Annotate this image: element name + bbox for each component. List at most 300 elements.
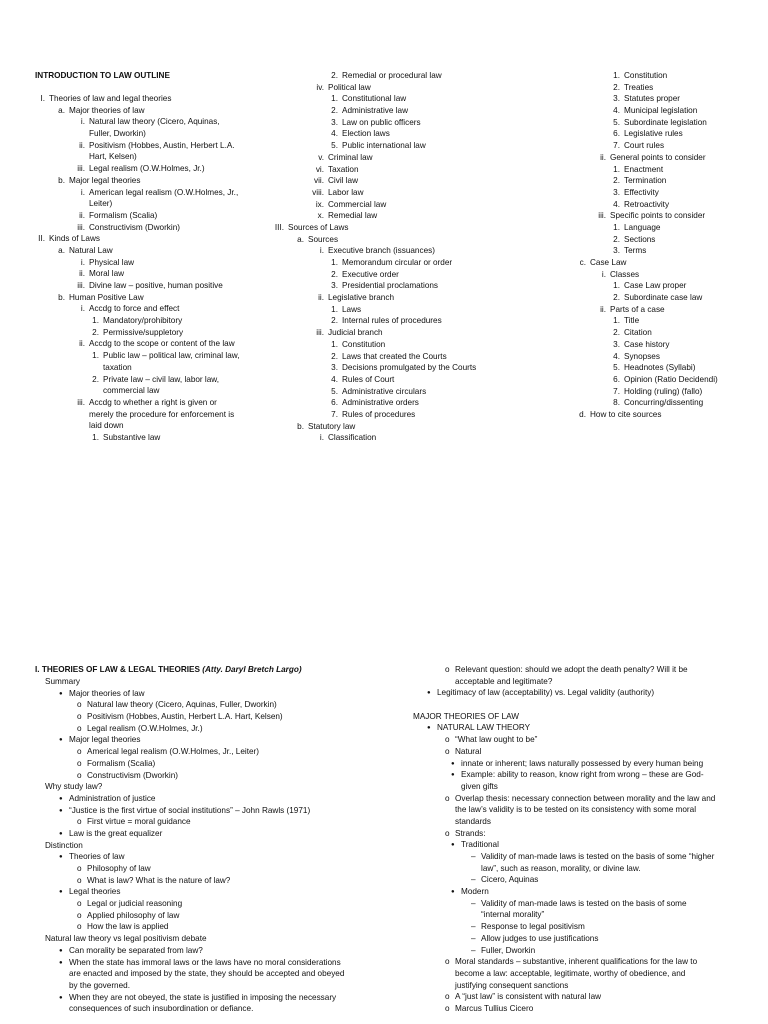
notes-text: Traditional	[461, 840, 499, 850]
bullet-circle-icon: o	[77, 875, 82, 885]
outline-item	[520, 187, 750, 199]
outline-item	[520, 70, 750, 82]
notes-line	[403, 980, 748, 992]
outline-item	[272, 210, 507, 222]
bullet-dot-icon: ●	[59, 959, 63, 966]
outline-item	[35, 140, 260, 152]
outline-text: Administrative law	[342, 106, 408, 116]
notes-text: Allow judges to use justifications	[481, 933, 599, 943]
outline-text: Presidential proclamations	[342, 281, 439, 291]
outline-text: Case history	[624, 339, 670, 349]
notes-line	[403, 816, 748, 828]
notes-text: Distinction	[45, 840, 83, 850]
notes-line	[403, 734, 748, 746]
notes-line	[35, 723, 380, 735]
outline-marker: d.	[579, 409, 586, 419]
outline-item	[520, 128, 750, 140]
outline-item	[520, 93, 750, 105]
outline-text: Judicial branch	[328, 328, 383, 338]
outline-marker: 3.	[331, 363, 338, 373]
outline-marker: 2.	[331, 106, 338, 116]
outline-item	[272, 128, 507, 140]
outline-text: Case Law	[590, 258, 627, 267]
outline-marker: 3.	[613, 94, 620, 104]
notes-text: Legal realism (O.W.Holmes, Jr.)	[87, 723, 203, 733]
outline-column-3	[520, 70, 750, 421]
outline-marker: 1.	[331, 94, 338, 104]
notes-text: Summary	[45, 677, 81, 686]
outline-item	[272, 374, 507, 386]
bullet-dash-icon: –	[471, 945, 476, 955]
bullet-circle-icon: o	[77, 723, 82, 733]
outline-item	[272, 362, 507, 374]
outline-marker: 4.	[331, 374, 338, 384]
outline-text: Concurring/dissenting	[624, 398, 704, 408]
bullet-dot-icon: ●	[59, 795, 63, 802]
outline-text: Constitution	[624, 71, 668, 80]
notes-text: the law’s validity is to be tested on its consistency with some moral	[455, 805, 697, 815]
outline-marker: ii.	[79, 140, 85, 150]
outline-text: Accdg to force and effect	[89, 304, 180, 314]
notes-text: given gifts	[461, 781, 498, 791]
outline-item	[520, 234, 750, 246]
notes-text: innate or inherent; laws naturally possessed by every human being	[461, 758, 704, 768]
outline-text: Executive order	[342, 269, 399, 279]
outline-text: Positivism (Hobbes, Austin, Herbert L.A.	[89, 140, 235, 150]
bullet-dot-icon: ●	[59, 830, 63, 837]
outline-item	[35, 303, 260, 315]
outline-marker: 6.	[331, 398, 338, 408]
outline-item	[272, 397, 507, 409]
outline-text: Specific points to consider	[610, 211, 706, 221]
notes-text: Moral standards – substantive, inherent qualifications for the law to	[455, 957, 698, 967]
bullet-circle-icon: o	[445, 1003, 450, 1013]
outline-item	[272, 93, 507, 105]
outline-text: Court rules	[624, 141, 665, 151]
outline-text: Executive branch (issuances)	[328, 246, 435, 256]
outline-item	[272, 292, 507, 304]
notes-text: How the law is applied	[87, 922, 169, 932]
outline-marker: 2.	[92, 374, 99, 384]
outline-text: Sources of Laws	[288, 222, 349, 232]
outline-marker: ii.	[79, 210, 85, 220]
outline-item	[272, 304, 507, 316]
notes-text: MAJOR THEORIES OF LAW	[413, 711, 519, 721]
notes-line	[403, 921, 748, 933]
outline-item	[520, 339, 750, 351]
outline-item	[35, 105, 260, 117]
outline-item	[35, 338, 260, 350]
outline-item	[35, 432, 260, 444]
notes-line	[35, 676, 380, 688]
outline-title: INTRODUCTION TO LAW OUTLINE	[35, 71, 170, 80]
outline-text: Substantive law	[103, 432, 161, 442]
notes-line	[403, 839, 748, 851]
notes-text: Major theories of law	[69, 688, 145, 698]
bullet-dash-icon: –	[471, 898, 476, 908]
notes-line	[403, 781, 748, 793]
outline-marker: ii.	[318, 293, 324, 303]
outline-item	[272, 105, 507, 117]
outline-item	[520, 105, 750, 117]
notes-line	[35, 863, 380, 875]
notes-text: Constructivism (Dworkin)	[87, 770, 178, 780]
notes-line	[403, 991, 748, 1003]
notes-line	[403, 769, 748, 781]
outline-text: Citation	[624, 328, 652, 338]
outline-text: Moral law	[89, 269, 125, 279]
outline-marker: vii.	[313, 176, 324, 186]
outline-text: Terms	[624, 246, 647, 256]
bullet-dot-icon: ●	[59, 994, 63, 1001]
notes-line	[35, 898, 380, 910]
outline-marker: iii.	[77, 281, 85, 290]
notes-text: What is law? What is the nature of law?	[87, 875, 231, 885]
outline-text: Enactment	[624, 164, 664, 174]
outline-text: Civil law	[328, 176, 359, 186]
outline-item	[520, 152, 750, 164]
outline-item	[272, 222, 507, 234]
outline-text: Termination	[624, 176, 667, 186]
notes-text: Major legal theories	[69, 735, 141, 745]
notes-line	[35, 992, 380, 1004]
outline-text: Formalism (Scalia)	[89, 210, 158, 220]
outline-text: Labor law	[328, 187, 364, 197]
outline-marker: 2.	[331, 351, 338, 361]
notes-line	[403, 898, 748, 910]
outline-marker: ix.	[315, 199, 324, 209]
notes-text: Applied philosophy of law	[87, 910, 180, 920]
outline-text: Constitutional law	[342, 94, 407, 104]
notes-line	[403, 758, 748, 770]
outline-item	[35, 210, 260, 222]
outline-item	[35, 128, 260, 140]
outline-item	[272, 421, 507, 433]
outline-marker: 5.	[331, 141, 338, 151]
notes-text: are enacted and imposed by the state, they should be accepted and obeyed	[69, 969, 345, 979]
outline-text: Constitution	[342, 339, 386, 349]
outline-marker: 4.	[613, 199, 620, 209]
outline-item	[520, 164, 750, 176]
outline-item	[272, 164, 507, 176]
bullet-circle-icon: o	[77, 864, 82, 873]
bullet-circle-icon: o	[77, 899, 82, 909]
outline-text: Headnotes (Syllabi)	[624, 363, 696, 373]
outline-item	[272, 351, 507, 363]
outline-marker: b.	[58, 175, 65, 185]
notes-line	[35, 933, 380, 945]
outline-marker: 2.	[613, 176, 620, 186]
outline-marker: I.	[40, 94, 45, 103]
outline-item	[272, 409, 507, 421]
bullet-circle-icon: o	[77, 712, 82, 722]
notes-line	[35, 875, 380, 887]
outline-text: commercial law	[103, 386, 160, 396]
outline-text: Commercial law	[328, 199, 387, 209]
outline-text: Parts of a case	[610, 304, 665, 314]
notes-line	[403, 699, 748, 711]
outline-text: Holding (ruling) (fallo)	[624, 386, 703, 396]
notes-text: Theories of law	[69, 852, 125, 862]
outline-marker: 3.	[613, 246, 620, 256]
outline-marker: a.	[58, 105, 65, 115]
outline-text: Natural law theory (Cicero, Aquinas,	[89, 117, 220, 127]
outline-item	[520, 351, 750, 363]
notes-line	[35, 828, 380, 840]
bullet-circle-icon: o	[445, 992, 450, 1002]
outline-item	[35, 222, 260, 234]
outline-item	[520, 117, 750, 129]
notes-line	[403, 956, 748, 968]
notes-text: Can morality be separated from law?	[69, 945, 203, 955]
notes-line	[35, 945, 380, 957]
notes-line	[403, 851, 748, 863]
outline-item	[520, 315, 750, 327]
notes-line	[35, 699, 380, 711]
notes-text: Why study law?	[45, 782, 103, 792]
outline-marker: x.	[317, 211, 324, 221]
outline-item	[272, 339, 507, 351]
outline-item	[520, 199, 750, 211]
outline-text: Fuller, Dworkin)	[89, 129, 146, 139]
outline-marker: a.	[58, 245, 65, 255]
notes-line	[35, 688, 380, 700]
outline-text: Effectivity	[624, 187, 659, 197]
outline-text: Municipal legislation	[624, 106, 698, 116]
outline-item	[272, 82, 507, 94]
outline-item	[520, 269, 750, 281]
outline-text: Political law	[328, 82, 371, 92]
notes-line	[403, 909, 748, 921]
outline-text: Classes	[610, 269, 640, 279]
bullet-dot-icon: ●	[59, 807, 63, 814]
outline-marker: 8.	[613, 398, 620, 408]
notes-line	[403, 687, 748, 699]
notes-text: Law is the great equalizer	[69, 828, 163, 838]
outline-item	[520, 175, 750, 187]
notes-line	[35, 805, 380, 817]
bullet-circle-icon: o	[77, 910, 82, 920]
notes-text: Validity of man-made laws is tested on the basis of some “higher	[481, 852, 715, 861]
outline-item	[35, 187, 260, 199]
outline-marker: 1.	[613, 316, 620, 326]
notes-line	[35, 711, 380, 723]
outline-item	[35, 198, 260, 210]
notes-text: Administration of justice	[69, 793, 156, 803]
outline-text: American legal realism (O.W.Holmes, Jr.,	[89, 187, 239, 197]
outline-text: Leiter)	[89, 199, 113, 209]
notes-text: Legal theories	[69, 887, 121, 897]
outline-item	[272, 199, 507, 211]
notes-line	[403, 676, 748, 688]
outline-marker: 3.	[613, 339, 620, 349]
outline-text: Treaties	[624, 82, 654, 92]
outline-marker: iii.	[77, 222, 85, 232]
outline-marker: i.	[601, 269, 606, 279]
outline-text: Natural Law	[69, 245, 113, 255]
outline-text: Private law – civil law, labor law,	[103, 374, 220, 384]
notes-line	[35, 886, 380, 898]
outline-text: Legislative branch	[328, 293, 394, 303]
outline-item	[35, 385, 260, 397]
notes-line	[35, 758, 380, 770]
outline-text: Rules of procedures	[342, 409, 416, 419]
notes-text: Americal legal realism (O.W.Holmes, Jr., Leiter)	[87, 747, 259, 757]
bullet-dot-icon: ●	[451, 772, 455, 779]
notes-line	[403, 874, 748, 886]
outline-marker: 1.	[331, 258, 338, 267]
bullet-circle-icon: o	[445, 793, 450, 803]
outline-marker: 2.	[613, 293, 620, 303]
outline-text: Public international law	[342, 141, 426, 151]
outline-text: Election laws	[342, 129, 390, 139]
outline-text: Law on public officers	[342, 117, 421, 127]
bullet-dot-icon: ●	[59, 889, 63, 896]
outline-item	[520, 292, 750, 304]
notes-text: “Justice is the first virtue of social institutions” – John Rawls (1971)	[69, 805, 311, 815]
notes-text: Positivism (Hobbes, Austin, Herbert L.A. Hart, Kelsen)	[87, 712, 283, 722]
notes-text: Modern	[461, 887, 489, 897]
bullet-dash-icon: –	[471, 922, 476, 932]
notes-line	[403, 828, 748, 840]
outline-text: Accdg to whether a right is given or	[89, 397, 217, 407]
notes-line	[35, 840, 380, 852]
notes-line	[35, 910, 380, 922]
bullet-dash-icon: –	[471, 875, 476, 885]
notes-line	[403, 886, 748, 898]
notes-line	[35, 746, 380, 758]
notes-text: First virtue = moral guidance	[87, 817, 191, 827]
outline-text: Statutes proper	[624, 94, 680, 104]
notes-line	[35, 921, 380, 933]
notes-text: “internal morality”	[481, 910, 545, 920]
outline-text: Subordinate case law	[624, 293, 703, 303]
bullet-circle-icon: o	[77, 747, 82, 757]
outline-marker: 1.	[613, 281, 620, 291]
outline-marker: 5.	[331, 386, 338, 396]
outline-item	[272, 234, 507, 246]
notes-line	[35, 851, 380, 863]
outline-item	[520, 409, 750, 421]
notes-line	[35, 781, 380, 793]
outline-marker: ii.	[600, 152, 606, 162]
outline-text: Major theories of law	[69, 105, 145, 115]
outline-item	[35, 151, 260, 163]
notes-text: Formalism (Scalia)	[87, 758, 156, 768]
notes-text: Legitimacy of law (acceptability) vs. Legal validity (authority)	[437, 688, 655, 698]
outline-text: Laws	[342, 304, 362, 314]
outline-marker: c.	[579, 258, 586, 267]
notes-text: Natural law theory vs legal positivism debate	[45, 934, 207, 944]
outline-text: Legislative rules	[624, 129, 683, 139]
notes-text: NATURAL LAW THEORY	[437, 723, 531, 733]
outline-marker: 3.	[331, 281, 338, 291]
outline-item	[272, 327, 507, 339]
outline-text: Kinds of Laws	[49, 234, 100, 244]
outline-text: Remedial or procedural law	[342, 71, 442, 80]
outline-text: Case Law proper	[624, 281, 687, 291]
notes-line	[35, 1003, 380, 1015]
outline-item	[35, 175, 260, 187]
bullet-circle-icon: o	[77, 922, 82, 932]
outline-marker: i.	[80, 257, 85, 267]
bullet-dash-icon: –	[471, 933, 476, 943]
notes-line	[35, 734, 380, 746]
outline-item	[520, 397, 750, 409]
outline-text: Language	[624, 222, 661, 232]
bullet-dot-icon: ●	[451, 760, 455, 767]
outline-text: Laws that created the Courts	[342, 351, 447, 361]
outline-text: How to cite sources	[590, 409, 662, 419]
outline-marker: 1.	[613, 222, 620, 232]
outline-item	[272, 117, 507, 129]
outline-text: laid down	[89, 421, 124, 431]
outline-text: Remedial law	[328, 211, 378, 221]
notes-heading-title: I. THEORIES OF LAW & LEGAL THEORIES	[35, 665, 203, 674]
outline-marker: 1.	[613, 71, 620, 80]
bullet-circle-icon: o	[77, 758, 82, 768]
outline-marker: i.	[319, 433, 324, 443]
notes-heading	[35, 664, 302, 676]
outline-marker: II.	[38, 234, 45, 244]
bullet-circle-icon: o	[445, 665, 450, 674]
bullet-circle-icon: o	[77, 770, 82, 780]
outline-item	[35, 374, 260, 386]
outline-text: Sections	[624, 234, 656, 244]
bullet-dot-icon: ●	[451, 842, 455, 849]
notes-text: When the state has immoral laws or the laws have no moral considerations	[69, 957, 341, 967]
outline-marker: 5.	[613, 363, 620, 373]
bullet-circle-icon: o	[445, 957, 450, 967]
outline-text: Statutory law	[308, 421, 356, 431]
notes-text: Philosophy of law	[87, 864, 151, 873]
notes-line	[403, 722, 748, 734]
outline-marker: iii.	[77, 397, 85, 407]
notes-text: Example: ability to reason, know right from wrong – these are God-	[461, 770, 704, 780]
bullet-dash-icon: –	[471, 852, 476, 861]
outline-marker: 2.	[331, 316, 338, 326]
outline-text: Decisions promulgated by the Courts	[342, 363, 477, 373]
outline-column-2	[272, 70, 507, 444]
outline-item	[272, 245, 507, 257]
outline-marker: b.	[297, 421, 304, 431]
outline-item	[272, 280, 507, 292]
notes-text: become a law: acceptable, legitimate, worthy of obedience, and	[455, 968, 686, 978]
outline-marker: 2.	[613, 328, 620, 338]
outline-marker: 2.	[613, 82, 620, 92]
notes-text: by the governed.	[69, 980, 130, 990]
outline-marker: 5.	[613, 117, 620, 127]
outline-text: Permissive/suppletory	[103, 327, 184, 337]
outline-item	[520, 386, 750, 398]
outline-marker: 4.	[613, 106, 620, 116]
outline-item	[35, 116, 260, 128]
outline-item	[520, 210, 750, 222]
outline-item	[272, 386, 507, 398]
outline-marker: 2.	[331, 269, 338, 279]
outline-item	[35, 163, 260, 175]
outline-marker: 1.	[613, 164, 620, 174]
outline-text: General points to consider	[610, 152, 706, 162]
notes-line	[35, 770, 380, 782]
outline-marker: viii.	[312, 187, 324, 197]
outline-text: Theories of law and legal theories	[49, 94, 172, 103]
outline-text: Constructivism (Dworkin)	[89, 222, 180, 232]
outline-marker: ii.	[79, 339, 85, 349]
notes-right-column	[403, 664, 748, 1015]
outline-marker: i.	[319, 246, 324, 256]
notes-text: A “just law” is consistent with natural law	[455, 992, 602, 1002]
